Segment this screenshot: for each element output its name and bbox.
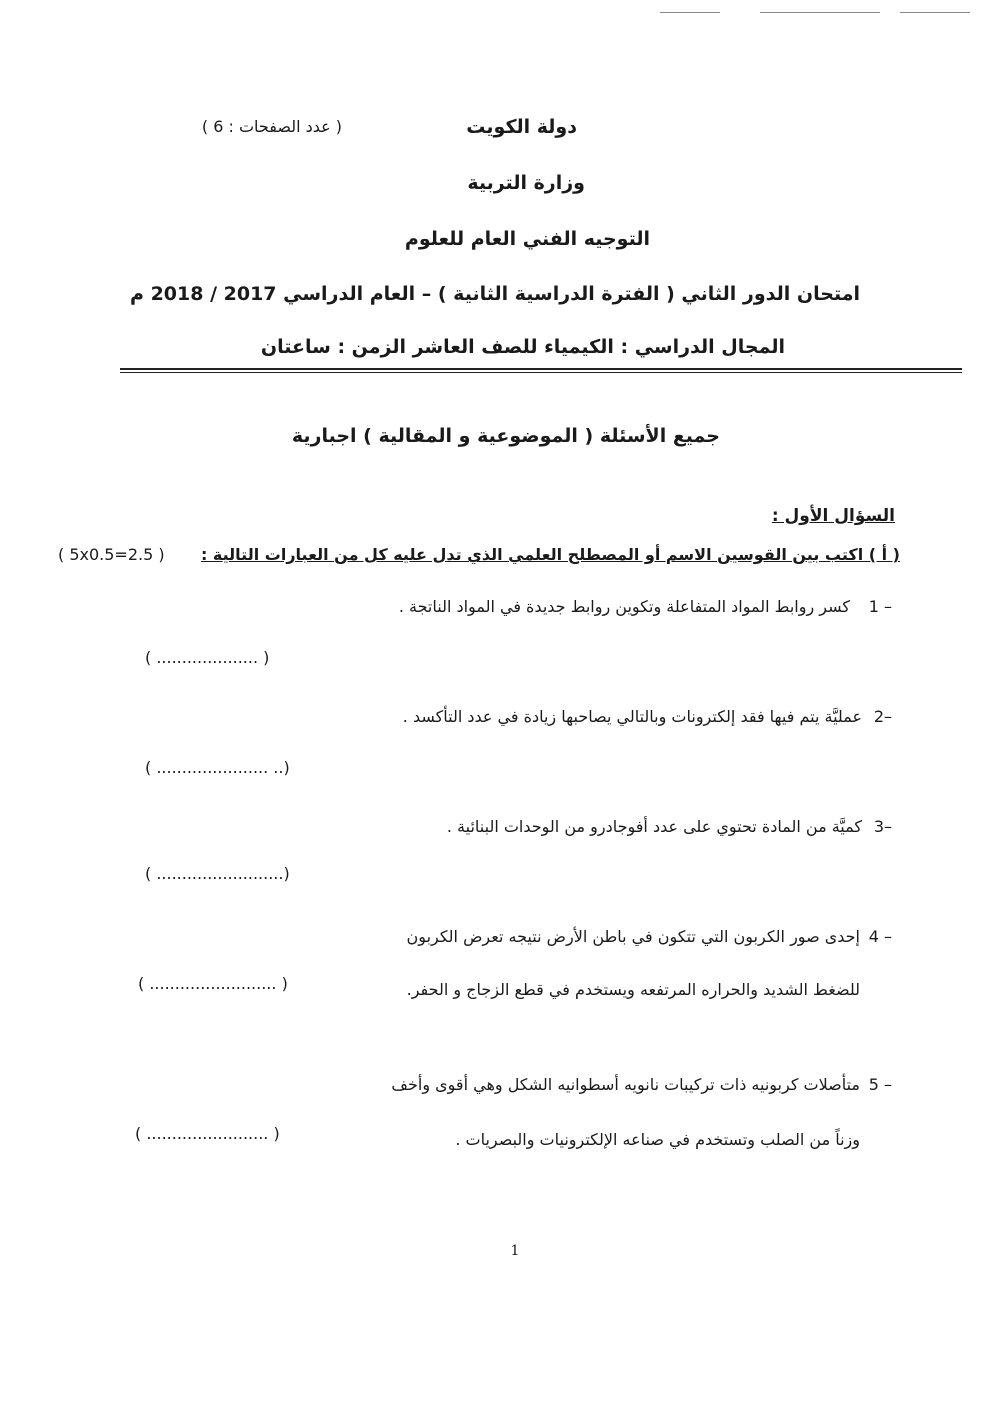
ministry-title: وزارة التربية <box>467 172 585 194</box>
page-number: 1 <box>510 1243 520 1259</box>
part-a-instruction: ( أ ) اكتب بين القوسين الاسم أو المصطلح العلمي الذي تدل عليه كل من العبارات التالية : <box>200 545 900 564</box>
compulsory-notice: جميع الأسئلة ( الموضوعية و المقالية ) اجبارية <box>291 425 720 447</box>
scan-artifact <box>900 12 970 13</box>
item-number: 1 – <box>868 597 892 616</box>
country-title: دولة الكويت <box>466 116 577 138</box>
item-text: إحدى صور الكربون التي تتكون في باطن الأرض نتيجه تعرض الكربون <box>406 927 860 946</box>
directorate-title: التوجيه الفني العام للعلوم <box>404 228 650 250</box>
marks-label: ( 5x0.5=2.5 ) <box>58 545 165 564</box>
answer-blank[interactable]: ( .................... ) <box>145 648 270 667</box>
exam-line: امتحان الدور الثاني ( الفترة الدراسية الثانية ) – العام الدراسي 2017 / 2018 م <box>130 283 860 305</box>
header-divider-thin <box>120 372 962 373</box>
item-text: متأصلات كربونيه ذات تركيبات نانويه أسطوانيه الشكل وهي أقوى وأخف <box>391 1075 860 1094</box>
answer-blank[interactable]: ( ........................ ) <box>135 1124 280 1143</box>
item-text-continued: وزناً من الصلب وتستخدم في صناعه الإلكترونيات والبصريات . <box>455 1130 860 1149</box>
subject-line: المجال الدراسي : الكيمياء للصف العاشر الزمن : ساعتان <box>260 336 785 358</box>
item-number: 5 – <box>868 1075 892 1094</box>
question-title: السؤال الأول : <box>771 506 895 526</box>
scan-artifact <box>760 12 880 13</box>
answer-blank[interactable]: ( ...................... ..) <box>145 758 290 777</box>
item-text: عمليَّة يتم فيها فقد إلكترونات وبالتالي يصاحبها زيادة في عدد التأكسد . <box>402 707 862 726</box>
item-text-continued: للضغط الشديد والحراره المرتفعه ويستخدم في قطع الزجاج و الحفر. <box>406 980 860 999</box>
item-number: 4 – <box>868 927 892 946</box>
item-text: كسر روابط المواد المتفاعلة وتكوين روابط جديدة في المواد الناتجة . <box>398 597 850 616</box>
item-number: 3– <box>873 817 892 836</box>
answer-blank[interactable]: ( .........................) <box>145 864 290 883</box>
pages-count: ( عدد الصفحات : 6 ) <box>201 117 342 136</box>
item-number: 2– <box>873 707 892 726</box>
answer-blank[interactable]: ( ......................... ) <box>138 974 288 993</box>
scan-artifact <box>660 12 720 13</box>
item-text: كميَّة من المادة تحتوي على عدد أفوجادرو من الوحدات البنائية . <box>446 817 862 836</box>
header-divider <box>120 368 962 370</box>
